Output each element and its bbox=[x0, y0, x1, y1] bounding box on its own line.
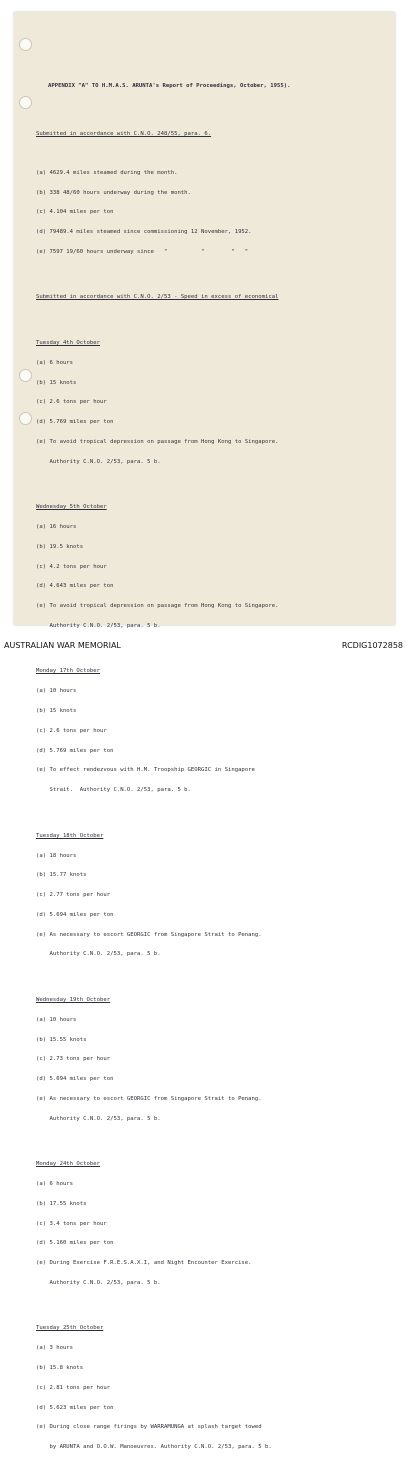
section-heading: Tuesday 4th October bbox=[36, 339, 100, 346]
entry-line: (c) 2.6 tons per hour bbox=[36, 727, 107, 734]
entry-line: (b) 15 knots bbox=[36, 708, 77, 715]
section-heading: Monday 24th October bbox=[36, 1161, 100, 1168]
section-heading: Submitted in accordance with C.N.O. 248/55, para. 6. bbox=[36, 130, 212, 137]
entry-line: (e) 7597 19/60 hours underway since " " " " bbox=[36, 248, 249, 255]
entry-line: Authority C.N.O. 2/53, para. 5 b. bbox=[36, 1115, 161, 1122]
entry-line: (c) 2.77 tons per hour bbox=[36, 892, 111, 899]
entry-line: (a) 6 hours bbox=[36, 359, 74, 366]
entry-line: (e) During close range firings by WARRAMUNGA at splash target towed bbox=[36, 1424, 262, 1431]
entry-line: by ARUNTA and O.O.W. Manoeuvres. Authority C.N.O. 2/53, para. 5 b. bbox=[36, 1444, 272, 1451]
entry-line: (b) 15.8 knots bbox=[36, 1365, 84, 1372]
entry-line: (c) 3.4 tons per hour bbox=[36, 1220, 107, 1227]
section-heading: Wednesday 19th October bbox=[36, 996, 111, 1003]
entry-line: (c) 4.104 miles per ton bbox=[36, 209, 114, 216]
document-text bbox=[36, 70, 382, 1457]
entry-line: (e) To avoid tropical depression on passage from Hong Kong to Singapore. bbox=[36, 603, 279, 610]
entry-line: (e) During Exercise F.R.E.S.A.X.I, and Night Encounter Exercise. bbox=[36, 1260, 252, 1267]
entry-line: Authority C.N.O. 2/53, para. 5 b. bbox=[36, 622, 161, 629]
entry-line: (d) 5.623 miles per ton bbox=[36, 1404, 114, 1411]
entry-line: (a) 16 hours bbox=[36, 524, 77, 530]
entry-line: (d) 79489.4 miles steamed since commissioning 12 November, 1952. bbox=[36, 229, 252, 236]
entry-line: (b) 15.77 knots bbox=[36, 872, 87, 879]
entry-line: (a) 10 hours bbox=[36, 1016, 77, 1023]
entry-line: (e) As necessary to escort GEORGIC from Singapore Strait to Penang. bbox=[36, 931, 262, 938]
section-heading: Tuesday 25th October bbox=[36, 1325, 104, 1332]
entry-line: (c) 2.6 tons per hour bbox=[36, 399, 107, 406]
entry-line: Strait. Authority C.N.O. 2/53, para. 5 b. bbox=[36, 787, 191, 794]
punch-hole bbox=[19, 369, 32, 382]
entry-line: (d) 5.769 miles per ton bbox=[36, 419, 114, 426]
entry-line: (a) 10 hours bbox=[36, 688, 77, 695]
entry-line: (c) 4.2 tons per hour bbox=[36, 563, 107, 570]
entry-line: (a) 3 hours bbox=[36, 1345, 74, 1352]
entry-line: (e) As necessary to escort GEORGIC from Singapore Strait to Penang. bbox=[36, 1095, 262, 1102]
entry-line: (a) 4629.4 miles steamed during the month. bbox=[36, 169, 178, 176]
entry-line: (d) 4.643 miles per ton bbox=[36, 583, 114, 590]
entry-line: (e) To avoid tropical depression on passage from Hong Kong to Singapore. bbox=[36, 438, 279, 445]
entry-line: (b) 15.55 knots bbox=[36, 1036, 87, 1043]
entry-line: (c) 2.73 tons per hour bbox=[36, 1056, 111, 1063]
section-heading: Tuesday 18th October bbox=[36, 832, 104, 839]
entry-line: Authority C.N.O. 2/53, para. 5 b. bbox=[36, 1279, 161, 1286]
entry-line: (d) 5.694 miles per ton bbox=[36, 911, 114, 918]
entry-line: Authority C.N.O. 2/53, para. 5 b. bbox=[36, 951, 161, 958]
entry-line: (b) 338 48/60 hours underway during the month. bbox=[36, 189, 191, 196]
section-heading: Monday 17th October bbox=[36, 668, 100, 675]
document-title: APPENDIX "A" TO H.M.A.S. ARUNTA's Report of Proceedings, October, 1955). bbox=[48, 83, 291, 90]
archive-reference: RCDIG1072858 bbox=[341, 641, 403, 650]
entry-line: (a) 6 hours bbox=[36, 1181, 74, 1187]
entry-line: (d) 5.694 miles per ton bbox=[36, 1076, 114, 1083]
entry-line: (d) 5.160 miles per ton bbox=[36, 1240, 114, 1247]
entry-line: (a) 18 hours bbox=[36, 852, 77, 859]
entry-line: (c) 2.81 tons per hour bbox=[36, 1384, 111, 1391]
section-heading: Wednesday 5th October bbox=[36, 504, 107, 511]
punch-hole bbox=[19, 412, 32, 425]
archive-credit: AUSTRALIAN WAR MEMORIAL bbox=[4, 641, 121, 650]
entry-line: (e) To effect rendezvous with H.M. Troopship GEORGIC in Singapore bbox=[36, 767, 255, 774]
entry-line: (b) 19.5 knots bbox=[36, 543, 84, 550]
section-heading: Submitted in accordance with C.N.O. 2/53 - Speed in excess of economical bbox=[36, 294, 279, 301]
entry-line: Authority C.N.O. 2/53, para. 5 b. bbox=[36, 458, 161, 465]
punch-hole bbox=[19, 38, 32, 51]
entry-line: (d) 5.769 miles per ton bbox=[36, 747, 114, 754]
entry-line: (b) 15 knots bbox=[36, 379, 77, 386]
punch-hole bbox=[19, 96, 32, 109]
entry-line: (b) 17.55 knots bbox=[36, 1200, 87, 1207]
